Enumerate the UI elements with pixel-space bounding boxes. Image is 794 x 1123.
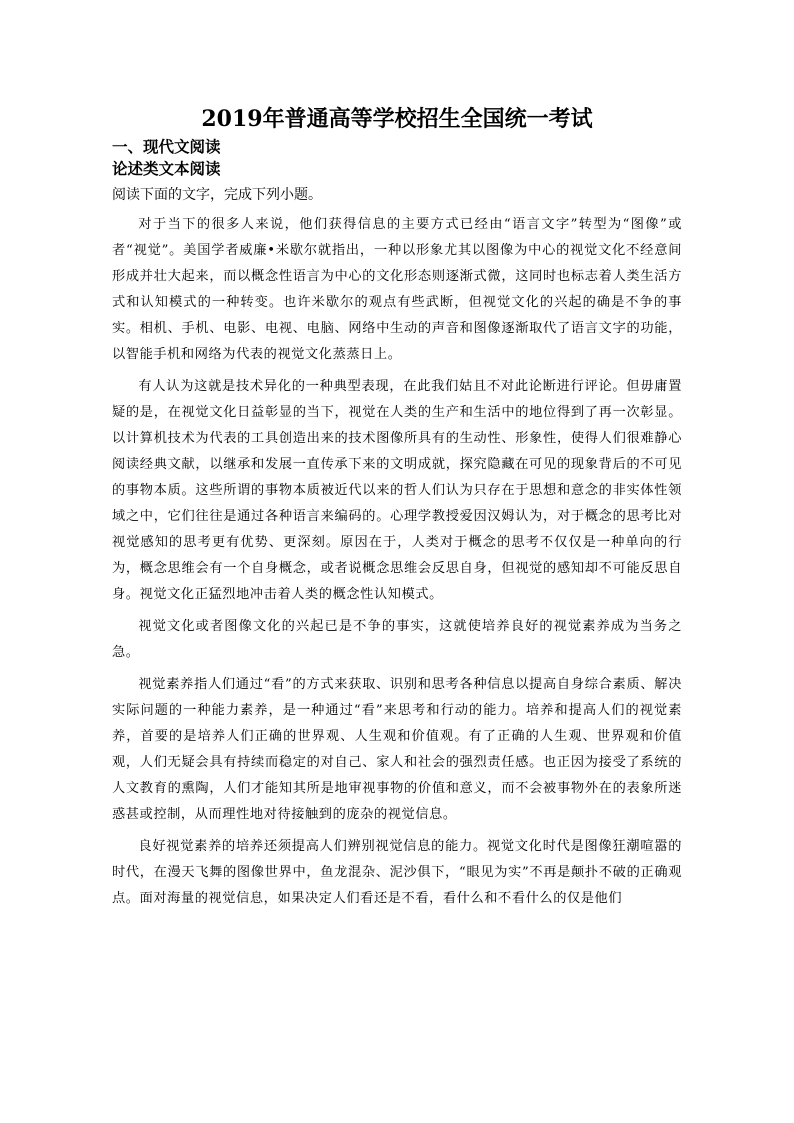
passage-paragraph: 良好视觉素养的培养还须提高人们辨别视觉信息的能力。视觉文化时代是图像狂潮喧嚣的时代，在漫天飞舞的图像世界中，鱼龙混杂、泥沙俱下，“眼见为实”不再是颠扑不破的正确观点。面对海量的视觉信息，如果决定人们看还是不看，看什么和不看什么的仅是他们 xyxy=(112,839,682,906)
passage-paragraph: 视觉素养指人们通过“看”的方式来获取、识别和思考各种信息以提高自身综合素质、解决实际问题的一种能力素养，是一种通过“看”来思考和行动的能力。培养和提高人们的视觉素养，首要的是培养人们正确的世界观、人生观和价值观。有了正确的人生观、世界观和价值观，人们无疑会具有持续而稳定的对自己、家人和社会的强烈责任感。也正因为接受了系统的人文教育的熏陶，人们才能知其所是地审视事物的价值和意义，而不会被事物外在的表象所迷惑甚或控制，从而理性地对待接触到的庞杂的视觉信息。 xyxy=(112,677,682,822)
subsection-heading: 论述类文本阅读 xyxy=(112,160,221,178)
reading-instruction: 阅读下面的文字，完成下列小题。 xyxy=(112,187,322,203)
passage-body xyxy=(112,212,682,912)
section-heading: 一、现代文阅读 xyxy=(112,138,221,156)
passage-paragraph: 对于当下的很多人来说，他们获得信息的主要方式已经由“语言文字”转型为“图像”或者“视觉”。美国学者威廉•米歇尔就指出，一种以形象尤其以图像为中心的视觉文化不经意间形成并壮大起来，而以概念性语言为中心的文化形态则逐渐式微，这同时也标志着人类生活方式和认知模式的一种转变。也许米歇尔的观点有些武断，但视觉文化的兴起的确是不争的事实。相机、手机、电影、电视、电脑、网络中生动的声音和图像逐渐取代了语言文字的功能，以智能手机和网络为代表的视觉文化蒸蒸日上。 xyxy=(112,217,682,362)
passage-paragraph: 视觉文化或者图像文化的兴起已是不争的事实，这就使培养良好的视觉素养成为当务之急。 xyxy=(112,619,682,660)
passage-paragraph: 有人认为这就是技术异化的一种典型表现，在此我们姑且不对此论断进行评论。但毋庸置疑的是，在视觉文化日益彰显的当下，视觉在人类的生产和生活中的地位得到了再一次彰显。以计算机技术为代表的工具创造出来的技术图像所具有的生动性、形象性，使得人们很难静心阅读经典文献，以继承和发展一直传承下来的文明成就，探究隐藏在可见的现象背后的不可见的事物本质。这些所谓的事物本质被近代以来的哲人们认为只存在于思想和意念的非实体性领域之中，它们往往是通过各种语言来编码的。心理学教授爱因汉姆认为，对于概念的思考比对视觉感知的思考更有优势、更深刻。原因在于，人类对于概念的思考不仅仅是一种单向的行为，概念思维会有一个自身概念，或者说概念思维会反思自身，但视觉的感知却不可能反思自身。视觉文化正猛烈地冲击着人类的概念性认知模式。 xyxy=(112,379,682,602)
document-title: 2019年普通高等学校招生全国统一考试 xyxy=(201,106,593,132)
